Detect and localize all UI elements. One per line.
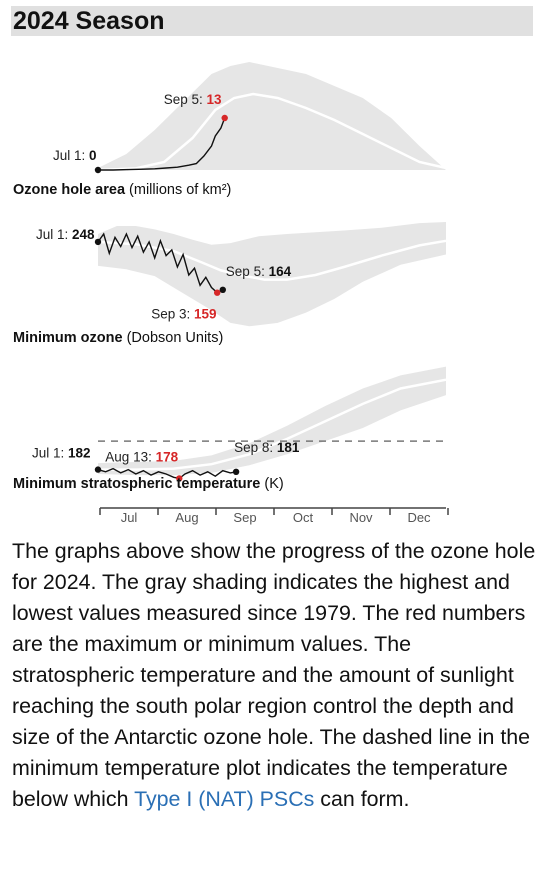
start-marker <box>95 167 101 173</box>
description-tail: can form. <box>314 787 410 811</box>
ozone-hole-area-panel <box>13 62 446 198</box>
month-label: Dec <box>407 510 431 525</box>
section-title: 2024 Season <box>13 7 165 35</box>
month-label: Nov <box>349 510 373 525</box>
psc-link[interactable]: Type I (NAT) PSCs <box>134 787 315 811</box>
ozone-charts <box>0 40 535 532</box>
annotation-2: Sep 3: 159 <box>151 306 217 322</box>
month-label: Aug <box>175 510 199 525</box>
temperature-chart-title: Minimum stratospheric temperature (K) <box>13 476 284 492</box>
month-label: Jul <box>120 510 138 525</box>
annotation-0: Jul 1: 182 <box>32 445 91 461</box>
start-marker <box>95 466 101 472</box>
annotation-2: Sep 8: 181 <box>234 439 300 455</box>
end-marker <box>220 287 226 293</box>
description-paragraph <box>12 536 535 815</box>
annotation-0: Jul 1: 0 <box>53 148 97 163</box>
month-label: Sep <box>233 510 257 525</box>
annotation-1: Aug 13: 178 <box>105 449 179 465</box>
description-text: The graphs above show the progress of the ozone hole for 2024. The gray shading indicates the highest and lowest values measured since 1979. The red numbers are the maximum or minimum values. The stratospheric temperature and the amount of sunlight reaching the south polar region control the depth and size of the Antarctic ozone hole. The dashed line in the minimum temperature plot indicates the temperature below which <box>12 539 535 811</box>
area-chart-title: Ozone hole area (millions of km²) <box>13 182 232 198</box>
annotation-1: Sep 5: 13 <box>163 92 222 107</box>
minimum-temperature-panel <box>13 367 446 492</box>
extreme-marker <box>222 115 228 121</box>
time-axis <box>100 508 448 525</box>
month-label: Oct <box>292 510 314 525</box>
area-history-band <box>98 62 446 170</box>
season-header <box>11 6 533 36</box>
start-marker <box>95 239 101 245</box>
end-marker <box>233 469 239 475</box>
annotation-1: Sep 5: 164 <box>225 263 292 279</box>
extreme-marker <box>214 290 220 296</box>
minimum-ozone-panel <box>13 222 446 346</box>
ozone-chart-title: Minimum ozone (Dobson Units) <box>13 330 224 346</box>
annotation-0: Jul 1: 248 <box>36 226 95 242</box>
